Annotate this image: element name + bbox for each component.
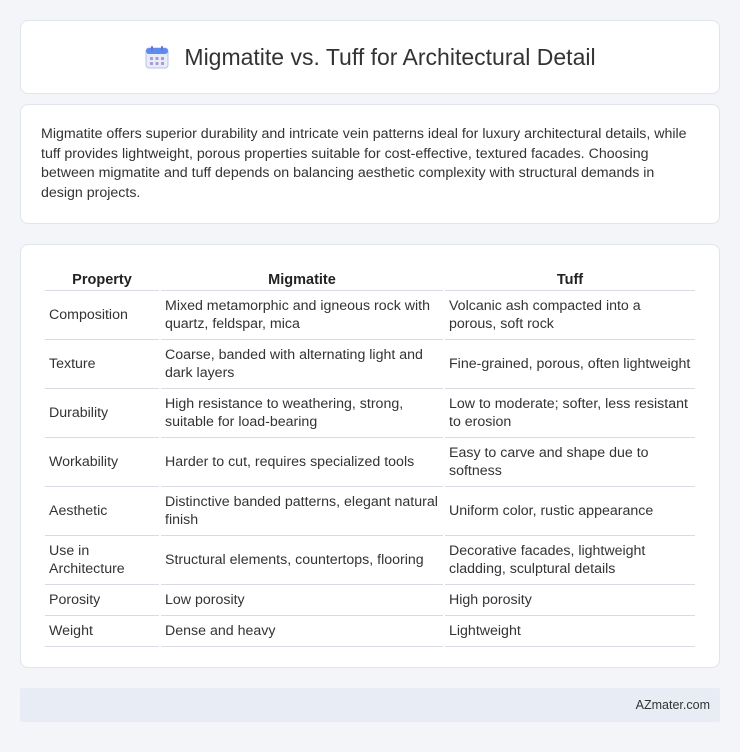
table-row — [45, 291, 695, 340]
property-cell: Porosity — [45, 585, 159, 616]
property-cell: Use in Architecture — [45, 536, 159, 585]
migmatite-cell: High resistance to weathering, strong, suitable for load-bearing — [161, 389, 443, 438]
table-row — [45, 536, 695, 585]
table-row — [45, 438, 695, 487]
column-header-property: Property — [45, 265, 159, 291]
table-row — [45, 616, 695, 647]
intro-text: Migmatite offers superior durability and intricate vein patterns ideal for luxury architectural details, while tuff provides lightweight, porous properties suitable for cost-effective, textured facades. Choosing between migmatite and tuff depends on balancing aesthetic complexity with structural demands in design projects. — [41, 126, 687, 201]
comparison-table — [43, 265, 697, 647]
property-cell: Composition — [45, 291, 159, 340]
migmatite-cell: Dense and heavy — [161, 616, 443, 647]
column-header-migmatite: Migmatite — [161, 265, 443, 291]
comparison-table-card — [20, 244, 720, 668]
footer-brand: AZmater.com — [635, 698, 710, 712]
migmatite-cell: Coarse, banded with alternating light and dark layers — [161, 340, 443, 389]
tuff-cell: Decorative facades, lightweight cladding, sculptural details — [445, 536, 695, 585]
tuff-cell: High porosity — [445, 585, 695, 616]
migmatite-cell: Distinctive banded patterns, elegant natural finish — [161, 487, 443, 536]
property-cell: Durability — [45, 389, 159, 438]
tuff-cell: Easy to carve and shape due to softness — [445, 438, 695, 487]
tuff-cell: Lightweight — [445, 616, 695, 647]
table-row — [45, 585, 695, 616]
column-header-tuff: Tuff — [445, 265, 695, 291]
property-cell: Workability — [45, 438, 159, 487]
calendar-icon — [144, 44, 170, 70]
property-cell: Texture — [45, 340, 159, 389]
tuff-cell: Fine-grained, porous, often lightweight — [445, 340, 695, 389]
migmatite-cell: Harder to cut, requires specialized tools — [161, 438, 443, 487]
table-row — [45, 389, 695, 438]
table-row — [45, 487, 695, 536]
migmatite-cell: Mixed metamorphic and igneous rock with quartz, feldspar, mica — [161, 291, 443, 340]
table-header-row — [45, 265, 695, 291]
migmatite-cell: Low porosity — [161, 585, 443, 616]
title-card — [20, 20, 720, 94]
tuff-cell: Volcanic ash compacted into a porous, soft rock — [445, 291, 695, 340]
tuff-cell: Low to moderate; softer, less resistant to erosion — [445, 389, 695, 438]
tuff-cell: Uniform color, rustic appearance — [445, 487, 695, 536]
intro-card — [20, 104, 720, 224]
footer — [20, 688, 720, 722]
table-row — [45, 340, 695, 389]
migmatite-cell: Structural elements, countertops, flooring — [161, 536, 443, 585]
property-cell: Aesthetic — [45, 487, 159, 536]
page-title: Migmatite vs. Tuff for Architectural Detail — [184, 43, 596, 70]
property-cell: Weight — [45, 616, 159, 647]
